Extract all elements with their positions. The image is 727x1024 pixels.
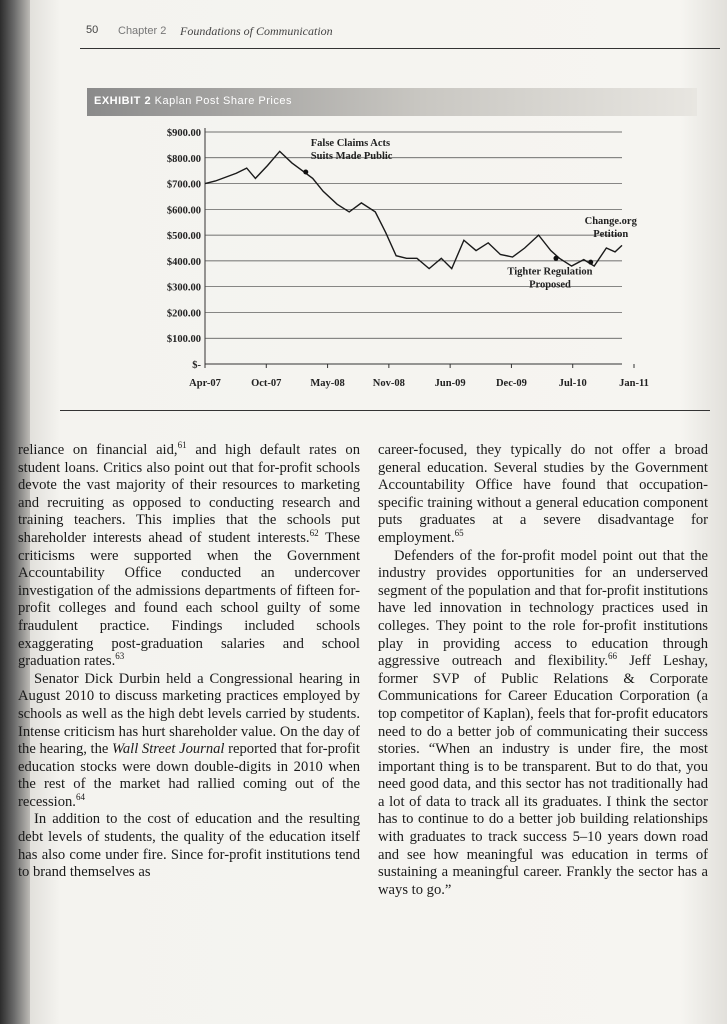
x-tick-label: Jun-09 (434, 378, 466, 389)
exhibit-caption: Kaplan Post Share Prices (154, 95, 292, 107)
share-price-chart (0, 0, 727, 420)
share-price-line (205, 151, 622, 268)
y-tick-label: $700.00 (166, 179, 201, 191)
x-tick-label: Jul-10 (558, 378, 587, 389)
text-run: Defenders of the for-profit model point out that the industry provides opportunities for an underserved segment of the population and that for-profit institutions have led innovation in technology practices used in colleges. They point to the role for-profit institutions play in providing access to education through aggressive outreach and flexibility. (378, 547, 708, 670)
paragraph (18, 442, 360, 671)
paragraph (378, 548, 708, 900)
x-tick-label: Nov-08 (372, 378, 405, 389)
text-run: and high default rates on student loans. Critics also point out that for-profit schools devote the vast majority of their resources to marketing and recruiting as opposed to conducting research and training teachers. This implies that the schools put shareholder interests ahead of student interests. (18, 442, 360, 546)
text-run: career-focused, they typically do not offer a broad general education. Several studies by the Government Accountability Office have found that occupation-specific training without a general education component puts graduates at a severe disadvantage for employment. (378, 442, 708, 546)
footnote-ref: 61 (177, 440, 187, 451)
paragraph (378, 442, 708, 548)
body-column-left (18, 442, 360, 882)
annotation-marker (303, 169, 308, 174)
y-tick-label: $900.00 (166, 128, 201, 139)
text-run: reported that for-profit education stocks were down double-digits in 2010 when the rest of the market had rallied coming out of the recession. (18, 741, 360, 810)
footnote-ref: 64 (75, 792, 85, 803)
y-tick-label: $500.00 (166, 231, 201, 243)
x-tick-label: Apr-07 (189, 378, 221, 389)
y-tick-label: $300.00 (166, 282, 201, 294)
chapter-title: Foundations of Communication (180, 24, 333, 38)
annotation-label: Change.org (584, 216, 637, 228)
exhibit-bottom-rule (60, 410, 710, 411)
body-column-right (378, 442, 708, 899)
text-run: In addition to the cost of education and the resulting debt levels of students, the quality of the education itself has also come under fire. Since for-profit institutions tend to brand themselves as (18, 811, 360, 881)
footnote-ref: 65 (454, 528, 464, 539)
annotation-label: Petition (593, 229, 629, 241)
footnote-ref: 62 (309, 528, 319, 539)
annotation-marker (588, 260, 593, 265)
paragraph (18, 811, 360, 881)
y-tick-label: $200.00 (166, 308, 201, 320)
italic-text: Wall Street Journal (112, 741, 225, 758)
y-tick-label: $100.00 (166, 334, 201, 346)
y-tick-label: $400.00 (166, 256, 201, 268)
exhibit-number: EXHIBIT 2 (94, 95, 152, 107)
annotation-label: Tighter Regulation (507, 266, 593, 278)
annotation-marker (553, 256, 558, 261)
text-run: These criticisms were supported when the Government Accountability Office conducted an undercover investigation of the admissions departments of fifteen for-profit colleges and found each school guilty of some fraudulent practice. Findings included schools exaggerating post-graduation salaries and school graduation rates. (18, 529, 360, 670)
x-tick-label: May-08 (310, 378, 345, 389)
footnote-ref: 63 (115, 651, 125, 662)
text-run: Senator Dick Durbin held a Congressional hearing in August 2010 to discuss marketing practices employed by schools as well as the high debt levels carried by students. Intense criticism has hurt shareholder value. On the day of the hearing, the (18, 670, 360, 758)
text-run: Jeff Leshay, former SVP of Public Relations & Corporate Communications for Career Education Corporation (a top competitor of Kaplan), feels that for-profit educators need to do a better job of communicating their success stories. “When an industry is under fire, the most important thing is to be transparent. But to do that, you need good data, and this sector has not traditionally had a lot of data to track all its graduates. I think the sector has to continue to do a better job building relationships with graduates to track success 5–10 years down road and see how meaningful was education in terms of sustaining a meaningful career. Frankly the sector has a ways to go.” (378, 653, 708, 898)
y-tick-label: $600.00 (166, 205, 201, 217)
annotation-label: Suits Made Public (310, 150, 393, 162)
text-run: reliance on financial aid, (18, 442, 178, 458)
paragraph (18, 671, 360, 812)
footnote-ref: 66 (607, 651, 617, 662)
annotation-label: Proposed (529, 279, 571, 291)
x-tick-label: Oct-07 (251, 378, 282, 389)
y-tick-label: $800.00 (166, 153, 201, 165)
x-tick-label: Jan-11 (619, 378, 649, 389)
y-tick-label: $- (192, 360, 201, 371)
page-number: 50 (86, 24, 99, 36)
x-tick-label: Dec-09 (495, 378, 527, 389)
chapter-label: Chapter 2 (118, 25, 167, 37)
annotation-label: False Claims Acts (310, 137, 391, 149)
